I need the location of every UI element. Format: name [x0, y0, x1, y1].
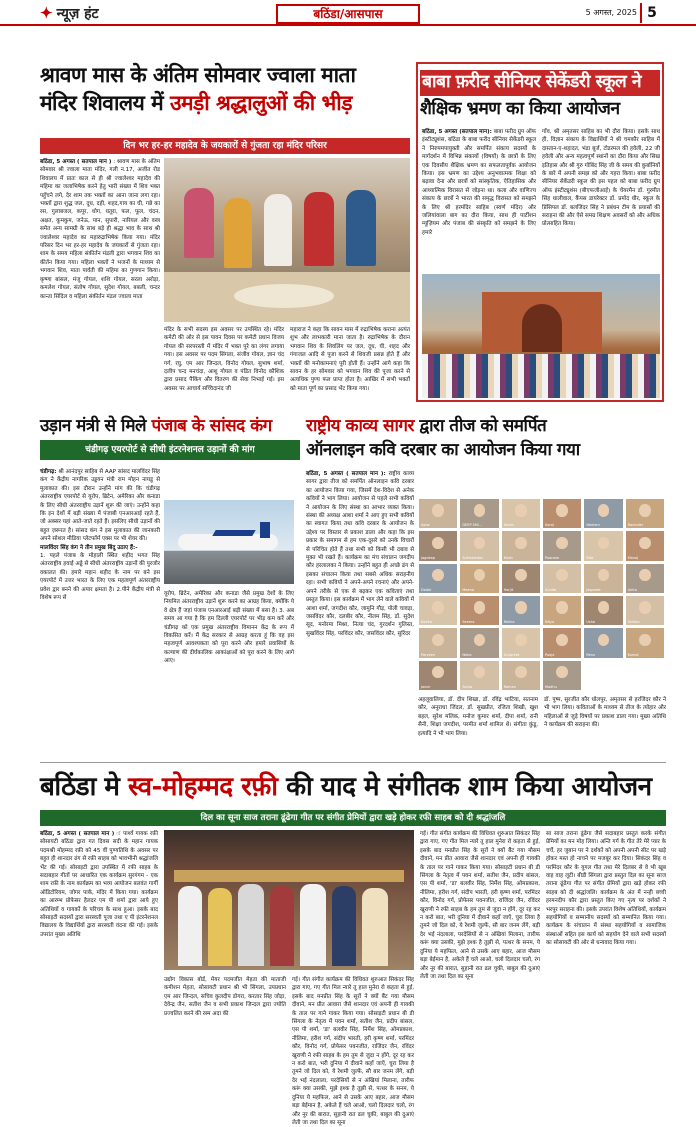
participant-name: Kavita — [421, 620, 432, 625]
article1-subhead-strip: दिन भर हर-हर महादेव के जयकारों से गुंजता रहा मंदिर परिसर — [40, 138, 410, 154]
participant-name: Jasvir — [421, 684, 431, 689]
article1-headline-black: मंदिर शिवालय में — [40, 90, 170, 115]
participant-name: Gurpreet — [503, 652, 520, 657]
zoom-participant-tile — [542, 563, 582, 594]
article2-headline-line2: शैक्षिक भ्रमण का किया आयोजन — [420, 99, 620, 119]
article3-headline-black: उड़ान मंत्री से मिले — [40, 416, 152, 436]
participant-face — [639, 504, 650, 516]
temple-worship-photo — [164, 158, 410, 322]
zoom-participant-tile — [459, 563, 499, 594]
participant-face — [432, 601, 443, 613]
participant-name: Madhu — [545, 684, 557, 689]
zoom-participant-tile — [542, 660, 582, 691]
article1-headline-line2 — [40, 90, 410, 118]
participant-face — [474, 504, 485, 516]
article3-dateline: चंडीगढ़: — [40, 469, 57, 475]
participant-name: Nitya — [545, 620, 555, 625]
airplane-photo — [164, 500, 294, 584]
article5-column-4: सा साज तराना ढूंढेगा जैसे सदाबहार प्रस्तुत करके संगीत प्रेमियों का मन मोह लिया। अन्ति गर्ग के गीत तेरे मेरे प्यार के चर्चे, हर जुबान पर ने दर्शकों को अपनी अपनी सीट पर खड़े होकर मस्त हो नाचने पर मजबूर कर दिया। सिकंदर सिंह व परमिंदर कौर के युगल गीत तथा मेरे दिलबर से वे भी खूब वाह वाह लूटी। बीडी सिंगला द्वारा प्रस्तुत दिल का सूना साज तराना ढूंढेगा गीत पर संगीत प्रेमियों द्वारा खड़े होकर रफी साहब को दी श्रद्धांजलि। कार्यक्रम के अंत में नन्ही बच्ची हरमनदीप कौर द्वारा प्रस्तुत किए गए नृत्य पर दर्शकों ने भरपूर सराहना की। इसके उपरांत विशेष अतिथियों, कार्यक्रम सहयोगियों व सम्मानीय सदस्यों को सम्मानित किया गया। कार्यक्रम के संचालन में संस्था सहयोगियों व सामाजिक संस्थाओं सहित इस कार्य को सहयोग देने वाले सभी सदस्यों का सोसायटी की ओर से धन्यवाद किया गया। — [546, 831, 666, 947]
article1-column-2: मंदिर के सभी सदस्य इस अवसर पर उपस्थित रहे। मंदिर कमेटी की ओर से इस पावन दिवस पर कमेटी प्रधान विजय गोयल की सरपरस्ती में मंदिर में भक्त पूरे का लंगर लगाया गया। इस अवसर पर पदम सिंगला, संजीव गोयल, ज्ञान चंद गर्ग, रघु, एम आर जिन्दल, विनोद गोयल, सुभाष शर्मा, दलीप चन्द मनचंदा, आशु गोयल व पंडित विनोद कौशिक द्वारा प्रसाद पैकिंग और वितरण की सेवा निभाई गई। इस अवसर पर आचार्य सच्चिदानंद जी — [164, 327, 284, 392]
page-number: 5 — [640, 3, 662, 23]
zoom-participant-tile — [418, 595, 458, 626]
zoom-participant-tile — [501, 530, 541, 561]
zoom-participant-tile — [583, 498, 623, 529]
zoom-participant-tile — [501, 498, 541, 529]
participant-face — [598, 504, 609, 516]
participant-name: Rita — [586, 555, 594, 560]
article5-subhead-strip: दिल का सूना साज तराना ढूंढेगा गीत पर संगीत प्रेमियों द्वारा खड़े होकर रफी साहब को दी श्रद्धांजलि — [40, 810, 666, 826]
article4-headline-line2: ऑनलाइन कवि दरबार का आयोजन किया गया — [306, 440, 580, 460]
article1-column-1 — [40, 158, 160, 408]
participant-name: Rekha — [503, 620, 515, 625]
article1-column-3: महाराज ने कहा कि सावन मास में रुद्राभिषेक कराना अत्यंत शुभ और लाभकारी माना जाता है। रुद्राभिषेक के दौरान भगवान शिव के शिवलिंग पर जल, दूध, घी, शहद और गंगाजल आदि से पूजा करने से शिवजी प्रसन्न होते हैं और भक्तों की मनोकामनाएं पूरी होती हैं। उन्होंने आगे कहा कि सावन के हर सोमवार को भगवान शिव की पूजा करने से अत्यधिक पुण्य फल प्राप्त होता है। आखिर में सभी भक्तों को माता पूर्ण का प्रसाद भेंट किया गया। — [290, 327, 410, 392]
participant-face — [556, 601, 567, 613]
participant-name: Renu — [586, 652, 596, 657]
participant-face — [598, 569, 609, 581]
zoom-participant-tile — [625, 563, 665, 594]
participant-face — [639, 601, 650, 613]
participant-name: Aman — [503, 523, 514, 528]
participant-name: Sukhwinder — [462, 555, 483, 560]
zoom-participant-tile — [542, 627, 582, 658]
zoom-participant-tile — [625, 627, 665, 658]
participant-face — [474, 666, 485, 678]
article2-column-2: गाँव, श्री अमृतसर साहिब का भी दौरा किया। इसके साथ ही, विज्ञान संकाय के विद्यार्थियों ने श्री चमकौर साहिब में दास्तान-ए-शहादत, भंडा बूर्ज, टोडरमल की हवेली, 22 जी हवेली और अन्य महत्वपूर्ण स्थानों का दौरा किया और सिख इतिहास और श्री गुरु गोबिंद सिंह जी के समय की कुर्बानियों के बारे में अपनी समझ को और गहरा किया। बाबा फ़रीद सीनियर सेकेंडरी स्कूल की इस पहल को बाबा फ़रीद ग्रुप ऑफ इंस्टीट्यूशंस (बीएफजीआई) के चेयरमैन डॉ. गुरमीत सिंह धालीवाल, कैंपस डायरेक्टर डॉ. प्रमोद धीर, स्कूल के प्रिंसिपल डॉ. बलजिंदर सिंह ने प्रबंधन टीम के प्रयासों की सराहना की और ऐसे समग्र शिक्षण अवसरों को और अधिक प्रोत्साहित किया। — [542, 129, 660, 228]
article5-column-3: गई। गीत संगीत कार्यक्रम की विधिवत शुरुआत सिकंदर सिंह द्वारा गाए, गए गीत मिल न्यारे तू हाल मुनेरा रो कहता से हुई, इसके बाद मनप्रीत सिंह के सुरों ने क्यों बैंट गया मौसम दीवाने, मन प्रीत आवारा जैसे शानदार एवं अपनी ही गायकी के ताल पर गाने गाकर किया गया। सोसाइटी प्रधान बी डी सिंगला के नेतृत्व में पवन शर्मा, सतीश जैन, प्रदीप बांसल, एस पी शर्मा, 'डा' बलवीर सिंह, निर्मेश सिंह, ओमप्रकाश, नीलिमा, हरीश गर्ग, संदीप भारती, हरी कृष्ण शर्मा, परमिंदर कौर, विनोद गर्ग, प्रोफेसर पवनजीत, राजिंदर जैन, रविंदर खुराणी ने रफी साहब के हम तुम से जुदा न होंगे, दूर रह कर न करो बात, भरी दुनिया में दीवाने कहाँ जाएँ, चुरा लिया है तुमने जो दिल को, ये रेशमी जुल्फें, सौ बार जनम लेंगे, बड़ी देर भई नंदलाला, परदेसियों से न अंखियां मिलाना, तारीफ करूं क्या उसकी, मुझे इश्क है तुझी से, पत्थर के सनम, ये दुनिया ये महफिल, आने से उसके आए बहार, आज मौसम बड़ा बेईमान है, अकेले हैं चले आओ, चलो दिलदार चलो, रंग और नूर की बारात, सुहानी रात ढल चुकी, बाबुल की दुआएं लेती जा तथा दिल का सूना — [420, 831, 540, 980]
article5-dateline: बठिंडा, 5 अगस्त ( सतपाल मान ) — [40, 831, 115, 837]
participant-name: Dalbir — [421, 587, 432, 592]
participant-face — [432, 666, 443, 678]
participant-face — [515, 504, 526, 516]
article2-dateline: बठिंडा, 5 अगस्त (सतपाल मान): — [422, 129, 492, 135]
zoom-participant-tile — [459, 627, 499, 658]
participant-name: Komal — [627, 652, 639, 657]
participant-name: Ravinder — [627, 523, 644, 528]
newspaper-logo — [40, 3, 150, 23]
article3-subhead-strip: चंडीगढ़ एयरपोर्ट से सीधी इंटरनेशनल उड़ानों की मांग — [40, 440, 300, 460]
participant-face — [556, 504, 567, 516]
article4-dateline: बठिंडा, 5 अगस्त ( सतपाल मान ): — [306, 471, 386, 477]
zoom-participant-tile — [583, 563, 623, 594]
zoom-participant-tile — [501, 595, 541, 626]
participant-face — [474, 569, 485, 581]
participant-face — [556, 634, 567, 646]
article4-col1-text: राष्ट्रीय काव्य सागर द्वारा तीज को समर्पित ऑनलाइन कवि दरबार का आयोजन किया गया, जिसमें देश-विदेश से अनेक कवियों ने भाग लिया। आयोजन से पहले सभी कवियों ने आयोजन के लिए संस्था का आभार व्यक्त किया। संस्था की अध्यक्ष आशा शर्मा ने आए हुए सभी कवियों का स्वागत किया तथा कवि दरबार के आयोजन के उद्देश्य पर विस्तार से प्रकाश डाला और कहा कि इस प्रकार के समागम से हम एक-दूसरे को उनके विचारों से परिचित होते हैं तथा सभी को किसी भी दबाव से मुक्त भी रखते हैं। कार्यक्रम का मंच संचालन जगदीप कौर हरलालका ने किया। उन्होंने बहुत ही अच्छे ढंग से इसका संचालन किया तथा सबसे अधिक सराहनीय रहा। सभी कवियों ने अपने-अपने रचनाएं और अपने-अपने तरीके से एक से बढ़कर एक कविताएं तथा प्रस्तुत किया। इस कार्यक्रम में भाग लेने वाले कवियों में आशा शर्मा, जगदीश कौर, जामुनि गौड़, पोली चावड़ा, जसविंदर कौर, दलबीर कौर, नीलम सिंह, डॉ. सुदेश सूद, मनोरमा मिश्रा, नित्या चंद, गुरदर्शन गुलिस्त, सुखविंदर सिंह, परविंदर कौर, जसविंदर कौर, सुरिंदर — [306, 471, 414, 637]
participant-face — [639, 634, 650, 646]
zoom-participant-tile — [418, 563, 458, 594]
zoom-participant-tile — [459, 660, 499, 691]
article2-col1-text: बाबा फरीद ग्रुप ऑफ इंस्टीट्यूशंस, बठिंडा के बाबा फरीद सीनियर सेकेंडरी स्कूल ने निरुपमपायुक्ती और समर्पित संकाय सदस्यों के मार्गदर्शन में विभिन्न संकायों (विषयों) के छात्रों के लिए एक दिवसीय शैक्षिक भ्रमण का सफलतापूर्वक आयोजन किया। इस भ्रमण का उद्देश्य अनुभवात्मक शिक्षा को बढ़ावा देना और छात्रों को सांस्कृतिक, ऐतिहासिक और आध्यात्मिक विरासत से जोड़ना था। कला और वाणिज्य संकाय के छात्रों ने भारत की समृद्ध विरासत को समझने के लिए श्री हरमंदिर साहिब (स्वर्ण मंदिर) और जलियांवाला बाग का दौरा किया, साथ ही पार्टीशन म्यूज़ियम और पंजाब की संस्कृति को समझने के लिए हमारे — [422, 129, 537, 236]
article4-headline-black: द्वारा तीज को समर्पित — [413, 416, 547, 436]
issue-date: 5 अगस्त, 2025 — [585, 8, 637, 17]
article3-headline-red: पंजाब के सांसद कंग — [151, 416, 272, 436]
zoom-participant-tile — [583, 627, 623, 658]
zoom-participant-tile — [501, 627, 541, 658]
article2-column-1 — [422, 128, 536, 268]
article3-col1b-text: 1. पहले पंजाब के मोहाली स्थित शहीद भगत सिंह अंतरराष्ट्रीय हवाई अड्डे से सीधी अंतरराष्ट्रीय उड़ानों की पुरजोर वकालत की। हमारे महान शहीद के नाम पर बने इस एयरपोर्ट में उत्तर भारत के लिए एक महत्वपूर्ण अंतरराष्ट्रीय प्रवेश द्वार बनने की अपार क्षमता है। 2.पीने केंद्रीय मंत्री से विशेष रूप से — [40, 553, 160, 602]
article5-col1-text: ः पार्श्व गायक रफ़ी सोसायटी बठिंडा द्वारा गत दिवस सदी के महान गायक पदमश्री मोहम्मद रफ़ी को 45 वीं पुण्यतिथि के अवसर पर बहुत ही शानदार ढंग से रफ़ी साहब को भावभीनी श्रद्धांजलि भेंट की गई। सोसाइटी द्वारा उपस्थित में रफी साहब के सदाबहार गीतों पर आधारित एक कार्यक्रम सुरगंगम - एक शाम रफ़ी के नाम कार्यक्रम का भव्य आयोजन बलवंत गार्गी ऑडिटोरियम, जोगर पार्क, मंदिर में किया गया। कार्यक्रम का आरम्भ प्रोफेसर हैलदर एम पी शर्मा द्वारा आये हुए अतिथियों व गायकों के परिचय के साथ हुआ। इसके बाद सोसाइटी सदस्यों द्वारा सरस्वती पूजा तथा ए पी इंटरनेशनल विद्यालय के विद्यार्थियों द्वारा सरस्वती वंदना की गई। इसके उपरांत मुख्य अतिथि — [40, 831, 158, 938]
article4-headline-red: राष्ट्रीय काव्य सागर — [306, 416, 414, 436]
participant-name: Manoj — [627, 555, 639, 560]
article5-headline-red: स्व-मोहम्मद रफ़ी — [127, 772, 278, 802]
participant-name: Kiran — [503, 555, 513, 560]
participant-face — [515, 634, 526, 646]
article4-headline-line1 — [306, 414, 666, 438]
participant-face — [598, 601, 609, 613]
participant-face — [474, 634, 485, 646]
zoom-participant-tile — [418, 627, 458, 658]
participant-face — [556, 666, 567, 678]
participant-name: Poonam — [545, 555, 560, 560]
article1-headline-red: उमड़ी श्रद्धालुओं की भीड़ — [169, 90, 352, 115]
participant-face — [639, 537, 650, 549]
participant-name: Pooja — [545, 652, 555, 657]
participant-name: Jaspreet — [586, 587, 601, 592]
participant-name: Neelam — [586, 523, 600, 528]
article4-caption-left: अहलूवालिया, डॉ. दीप शिखा, डॉ. रविंद्र भाटिया, सतनाम कौर, अनुराधा जिंदल, डॉ. सुखप्रीत, रजिता शिखी, खुश बहल, सुरेश मलिक, मनोज कुमार शर्मा, दीपा शर्मा, रानी सैनी, शिक्षा जगदीश, परमीत शर्मा शामिल थे। संगीता कुंडू, इत्यादि ने भी भाग लिया। — [418, 697, 538, 737]
participant-face — [556, 537, 567, 549]
article1-dateline: बठिंडा, 5 अगस्त ( सतपाल मान ) — [40, 159, 112, 165]
participant-face — [474, 537, 485, 549]
school-trip-group-photo — [422, 274, 660, 398]
zoom-participant-tile — [542, 530, 582, 561]
article5-headline-part1: बठिंडा मे — [40, 772, 128, 802]
participant-face — [432, 537, 443, 549]
article2-headline-line1: बाबा फ़रीद सीनियर सेकेंडरी स्कूल ने — [420, 70, 660, 96]
participant-name: Anita — [627, 587, 637, 592]
zoom-participant-tile — [501, 563, 541, 594]
participant-name: Seema — [462, 620, 475, 625]
article3-headline — [40, 414, 320, 438]
zoom-participant-tile — [583, 595, 623, 626]
participant-face — [556, 569, 567, 581]
zoom-meeting-screenshot — [418, 498, 666, 692]
section-title: बठिंडा/आसपास — [276, 4, 420, 24]
zoom-participant-tile — [459, 595, 499, 626]
participant-face — [432, 504, 443, 516]
zoom-participant-tile — [542, 595, 582, 626]
article3-column-2: यूरोप, ब्रिटेन, अमेरिका और कनाडा जैसे प्रमुख देशों के लिए नियमित अंतरराष्ट्रीय उड़ानें शुरू करने का आग्रह किया, क्योंकि ये वे क्षेत्र हैं जहां पंजाब एनआरआई बड़ी संख्या में बसा है। 3. अब समय आ गया है कि हम दिल्ली एयरपोर्ट पर भीड़ कम करें और चंडीगढ़ को एक प्रमुख अंतरराष्ट्रीय विमानन केंद्र के रूप में विकसित करें। मैं केंद्र सरकार से आग्रह करता हूं कि वह इस महत्वपूर्ण आवश्यकता को पूरा करने और हमारे प्रवासियों के कल्याण की दीर्घकालिक आकांक्षाओं को पूरा करने के लिए आगे आए। — [164, 591, 294, 665]
zoom-participant-tile — [418, 498, 458, 529]
participant-name: Sunita — [545, 587, 557, 592]
participant-name: Raman — [503, 684, 516, 689]
participant-face — [432, 634, 443, 646]
participant-name: Sonia — [462, 684, 473, 689]
participant-face — [515, 537, 526, 549]
article5-headline-part3: की याद मे संगीतक शाम किया आयोजन — [277, 772, 652, 802]
zoom-participant-tile — [418, 530, 458, 561]
article5-headline — [40, 770, 666, 806]
participant-face — [639, 569, 650, 581]
article3-column-1 — [40, 468, 160, 758]
logo-text: न्यूज़ हंट — [56, 5, 99, 22]
participant-name: Shikha — [627, 620, 640, 625]
participant-name: Asha — [421, 523, 430, 528]
participant-face — [474, 601, 485, 613]
article3-col1-text: श्री आनंदपुर साहिब से AAP सांसद मालविंदर सिंह कंग ने केंद्रीय नागरिक उड्डयन मंत्री राम मोहन नायडू से मुलाकात की। इस दौरान उन्होंने मांग की कि चंडीगढ़ अंतरराष्ट्रीय एयरपोर्ट से यूरोप, ब्रिटेन, अमेरिका और कनाडा के लिए सीधी अंतरराष्ट्रीय उड़ानें शुरू की जाएं। उन्होंने कहा कि इन देशों में बड़ी संख्या में पंजाबी एनआरआई रहते हैं, जो अक्सर यहां आते-जाते रहते हैं। इसलिए सीधी उड़ानों की बहुत ज़रूरत है। सांसद कंग ने इस मुलाकात की जानकारी अपने सोशल मीडिया प्लेटफॉर्म एक्स पर भी शेयर की। — [40, 469, 160, 543]
participant-name: Saroj — [545, 523, 554, 528]
bird-icon: ✦ — [40, 4, 53, 22]
zoom-participant-tile — [625, 498, 665, 529]
participant-face — [515, 569, 526, 581]
article1-headline-line1: श्रावण मास के अंतिम सोमवार ज्वाला माता — [40, 62, 356, 87]
article1-col1-text: : श्रावण मास के अंतिम सोमवार श्री ज्वाला माता मंदिर, गली न.17, अजीत रोड शिवालय में प्रातः काल से ही श्री ज्वालेश्वर महादेव की महिमा का जलाभिषेक करने हेतु भारी संख्या में शिव भक्त पहुँचने लगे, देर शाम तक भक्तों का आना जाना लगा रहा। भक्तों द्वारा शुद्ध जल, दूध, दही, शहद,गाय का घी, गन्ने का रस, गुलाबजल, कपूर, धोग, धतूरा, फल, फूल, चंदन, अक्षत, कुमकुम, जनेऊ, पान, सुपारी, नारियल और वस्त्र समेत अन्य सामग्री के साथ बड़े ही श्रद्धा भाव के साथ श्री ज्वालेश्वर महादेव का महारुद्राभिषेक किया गया। मंदिर परिसर दिन भर हर-हर महादेव के जयकारों से गुंजता रहा। शाम के समय महिला संकीर्तन मंडली द्वारा भगवान शिव का कीर्तन किया गया। महिला भक्तों ने भजनों के माध्यम से भगवान शिव, माता पार्वती की महिमा का गुणगान किया। कृष्णा बांसल, मंजु गोयल, शशि गोयल, सरला अरोड़ा, कमलेश गोयल, संतोष गोयल, सुदेश गोयल, बबली, चन्दर कान्ता सिंदिल व महिला संकीर्तन मंडल ज्वाला माता — [40, 159, 160, 300]
article5-column-3a — [292, 976, 414, 1126]
zoom-participant-tile — [501, 660, 541, 691]
zoom-participant-tile — [583, 530, 623, 561]
zoom-participant-tile — [459, 498, 499, 529]
article4-column-1 — [306, 470, 414, 760]
participant-name: Neha — [462, 652, 472, 657]
zoom-participant-tile — [418, 660, 458, 691]
participant-face — [432, 569, 443, 581]
participant-face — [598, 634, 609, 646]
music-event-group-photo — [164, 830, 414, 970]
participant-face — [598, 537, 609, 549]
zoom-participant-tile — [459, 530, 499, 561]
zoom-participant-tile — [625, 530, 665, 561]
participant-name: DEEP SHI... — [462, 523, 482, 528]
participant-face — [515, 601, 526, 613]
article5-photo-caption: उद्योग विकास बोर्ड, मेयर पदमजीत मेहता की माताजी कमीशन मेहता, सोसायटी प्रधान श्री भी सिंगला, उपप्रधान एम आर जिन्दल, सचिव कुलदीप डोगरा, करतार सिंह जोड़ा, देवेन्द्र जैन, सतीश जैन व सभी प्रकाश जिन्दल द्वारा ज्योति प्रज्वलित करने की रस्म अदा की — [164, 977, 286, 1017]
article5-column-1 — [40, 830, 158, 1060]
article3-subheading: मालविंदर सिंह कंग ने तीन प्रमुख बिंदु उठाए हैं:- — [40, 544, 138, 551]
zoom-participant-tile — [542, 498, 582, 529]
participant-name: Harjit — [503, 587, 514, 592]
participant-name: Usha — [586, 620, 596, 625]
article4-caption-right: डॉ. पुष्प, सुरजीत कौर धोलपुर, अमृतसर से हरजिंदर कौर ने भी भाग लिया। कविताओं के माध्यम से तीज के त्योहार और महिलाओं से जुड़े विषयों पर प्रकाश डाला गया। मुख्य अतिथि ने कार्यक्रम की सराहना की। — [544, 697, 666, 729]
zoom-participant-tile — [625, 595, 665, 626]
participant-name: Jagdeep — [421, 555, 436, 560]
participant-name: Meena — [462, 587, 475, 592]
article5-col3-text: गई। गीत संगीत कार्यक्रम की विधिवत शुरुआत सिकंदर सिंह द्वारा गाए, गए गीत मिल न्यारे तू हाल मुनेरा रो कहता से हुई, इसके बाद मनप्रीत सिंह के सुरों ने क्यों बैंट गया मौसम दीवाने, मन प्रीत आवारा जैसे शानदार एवं अपनी ही गायकी के ताल पर गाने गाकर किया गया। सोसाइटी प्रधान बी डी सिंगला के नेतृत्व में पवन शर्मा, सतीश जैन, प्रदीप बांसल, एस पी शर्मा, 'डा' बलवीर सिंह, निर्मेश सिंह, ओमप्रकाश, नीलिमा, हरीश गर्ग, संदीप भारती, हरी कृष्ण शर्मा, परमिंदर कौर, विनोद गर्ग, प्रोफेसर पवनजीत, राजिंदर जैन, रविंदर खुराणी ने रफी साहब के हम तुम से जुदा न होंगे, दूर रह कर न करो बात, भरी दुनिया में दीवाने कहाँ जाएँ, चुरा लिया है तुमने जो दिल को, ये रेशमी जुल्फें, सौ बार जनम लेंगे, बड़ी देर भई नंदलाला, परदेसियों से न अंखियां मिलाना, तारीफ करूं क्या उसकी, मुझे इश्क है तुझी से, पत्थर के सनम, ये दुनिया ये महफिल, आने से उसके आए बहार, आज मौसम बड़ा बेईमान है, अकेले हैं चले आओ, चलो दिलदार चलो, रंग और नूर की बारात, सुहानी रात ढल चुकी, बाबुल की दुआएं लेती जा तथा दिल का सूना — [292, 977, 414, 1126]
participant-face — [515, 666, 526, 678]
participant-name: Parveen — [421, 652, 436, 657]
